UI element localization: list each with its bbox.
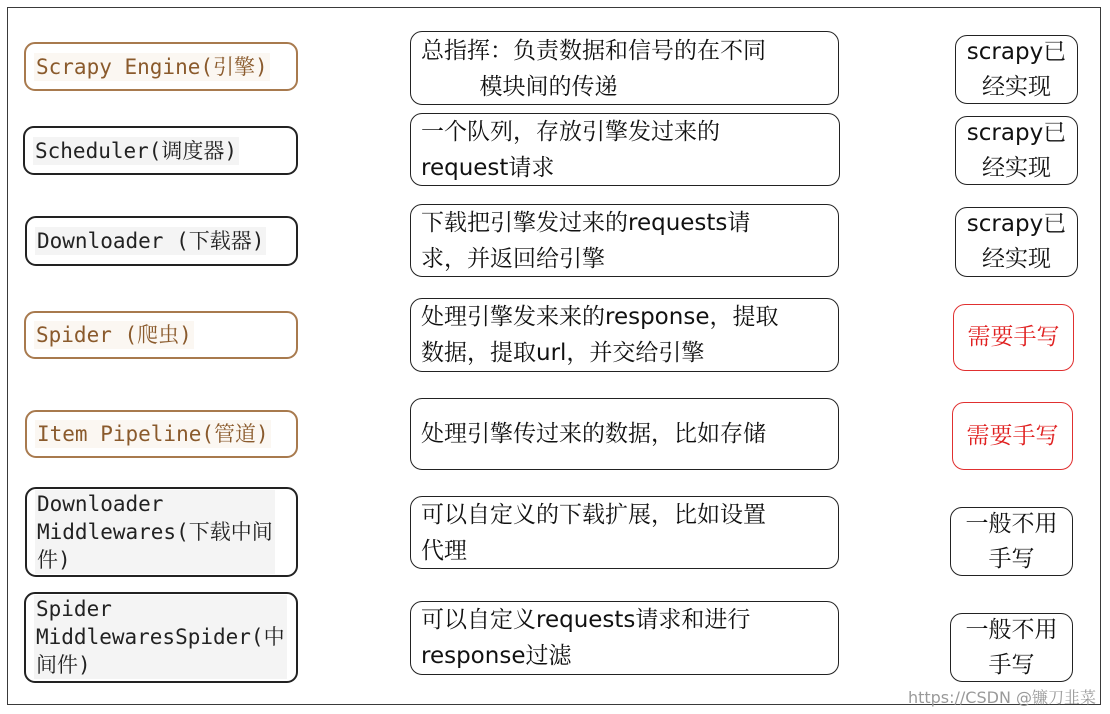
description-box bbox=[410, 298, 839, 372]
status-text: 需要手写 bbox=[967, 324, 1060, 350]
description-text: 处理引擎传过来的数据，比如存储 bbox=[421, 421, 766, 447]
status-text: scrapy已 经实现 bbox=[966, 38, 1067, 100]
status-box bbox=[950, 613, 1073, 682]
status-text: scrapy已 经实现 bbox=[966, 211, 1067, 272]
component-box-downloader-middlewares bbox=[25, 487, 298, 577]
status-box-handwritten bbox=[953, 304, 1074, 371]
description-text: 总指挥：负责数据和信号的在不同 模块间的传递 bbox=[421, 38, 766, 100]
component-box-spider-middlewares bbox=[24, 592, 298, 683]
component-box-item-pipeline bbox=[25, 410, 298, 458]
component-label: Item Pipeline(管道) bbox=[37, 422, 269, 446]
description-box bbox=[410, 204, 839, 277]
component-label: Scheduler(调度器) bbox=[35, 138, 238, 163]
description-box bbox=[410, 31, 839, 105]
component-box-downloader bbox=[25, 216, 298, 266]
component-box-spider bbox=[24, 311, 298, 359]
status-box bbox=[955, 116, 1078, 185]
status-box bbox=[950, 507, 1073, 576]
watermark-text: https://CSDN @镰刀韭菜 bbox=[907, 688, 1096, 707]
status-box-handwritten bbox=[952, 402, 1073, 470]
description-text: 处理引擎发来来的response，提取 数据，提取url，并交给引擎 bbox=[421, 304, 779, 366]
component-label: Scrapy Engine(引擎) bbox=[36, 54, 268, 79]
component-label: Spider (爬虫) bbox=[36, 323, 192, 347]
component-label: Downloader (下载器) bbox=[37, 229, 265, 253]
status-box bbox=[955, 207, 1078, 277]
component-label: Downloader Middlewares(下载中间 件) bbox=[37, 492, 273, 572]
status-text: 需要手写 bbox=[966, 422, 1059, 449]
status-text: scrapy已 经实现 bbox=[966, 119, 1067, 181]
description-box bbox=[410, 113, 840, 186]
description-text: 下载把引擎发过来的requests请 求，并返回给引擎 bbox=[421, 210, 751, 272]
description-box bbox=[410, 496, 839, 569]
description-box bbox=[410, 601, 839, 675]
description-box bbox=[410, 398, 839, 470]
description-text: 可以自定义requests请求和进行 response过滤 bbox=[421, 607, 751, 669]
component-box-scheduler bbox=[23, 126, 298, 175]
description-text: 可以自定义的下载扩展，比如设置 代理 bbox=[421, 502, 766, 564]
component-box-scrapy-engine bbox=[24, 42, 298, 91]
status-text: 一般不用 手写 bbox=[965, 616, 1058, 678]
status-text: 一般不用 手写 bbox=[965, 510, 1058, 572]
status-box bbox=[955, 35, 1078, 104]
description-text: 一个队列，存放引擎发过来的 request请求 bbox=[421, 119, 720, 181]
component-label: Spider MiddlewaresSpider(中 间件) bbox=[36, 597, 285, 677]
